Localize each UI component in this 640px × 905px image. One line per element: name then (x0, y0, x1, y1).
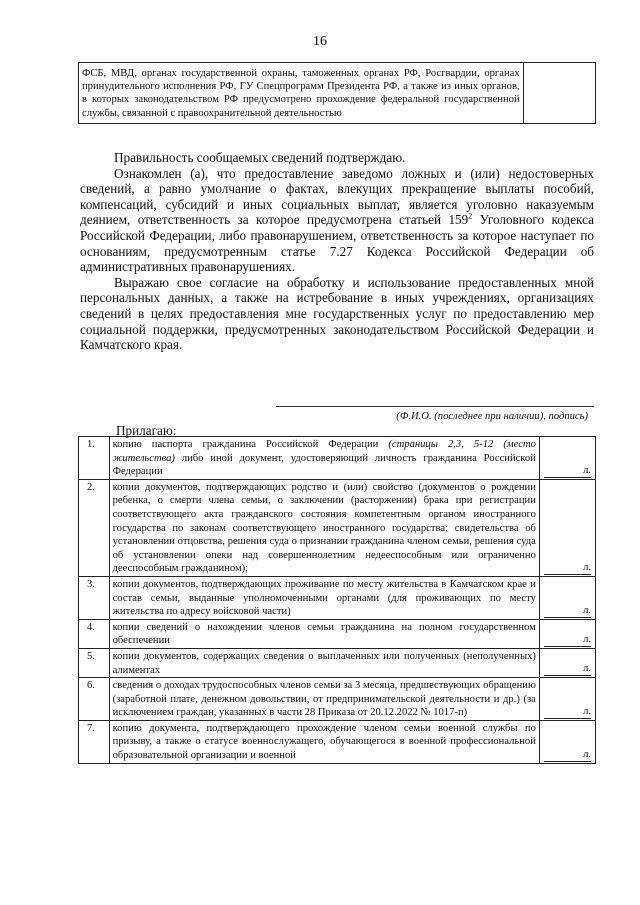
attachments-table (78, 436, 596, 764)
attachment-description: копии сведений о нахождении членов семьи гражданина на полном государственном обеспечении (109, 619, 539, 648)
sheet-count-field: л. (544, 706, 591, 719)
sheet-count-field: л. (544, 663, 591, 676)
sheet-count-cell (539, 479, 595, 576)
table-row (79, 576, 596, 619)
sheet-count-field: л. (544, 465, 591, 478)
attachment-number: 6. (79, 678, 110, 721)
attachment-number: 3. (79, 576, 110, 619)
table-row (79, 678, 596, 721)
top-table (78, 62, 596, 124)
confirmation-paragraph: Правильность сообщаемых сведений подтверждаю. (114, 150, 406, 165)
sheet-count-field: л. (544, 634, 591, 647)
sheet-count-cell (539, 437, 595, 480)
sheet-count-field: л. (544, 562, 591, 575)
attachment-number: 7. (79, 720, 110, 763)
liability-text-a: Ознакомлен (а), что предоставление заведомо ложных и (или) недостоверных сведений, а равно умолчание о фактах, влекущих прекращение выплаты пособий, компенсаций, субсидий и иных социальных выплат, является уголовно наказуемым деянием, ответственность за которое предусмотрена статьей 159 (80, 165, 594, 228)
attachment-description (109, 437, 539, 480)
signature-caption: (Ф.И.О. (последнее при наличии), подпись) (396, 411, 588, 422)
table-row (79, 720, 596, 763)
attachment-number: 5. (79, 648, 110, 677)
attachments-title: Прилагаю: (116, 423, 177, 438)
attachment-description: копию документа, подтверждающего прохождение членом семьи военной службы по призыву, а также о статусе военнослужащего, обучающегося в военной профессиональной образовательной организации и военной (109, 720, 539, 763)
sheet-count-field: л. (544, 605, 591, 618)
attachment-number: 1. (79, 437, 110, 480)
page-number: 16 (313, 34, 327, 49)
consent-paragraph: Выражаю свое согласие на обработку и использование предоставленных мной персональных данных, а также на истребование в иных учреждениях, организациях сведений в целях предоставления мне государственных услуг по предоставлению мер социальной поддержки, предусмотренных законодательством Российской Федерации и Камчатского края. (80, 274, 594, 353)
sheet-count-cell (539, 720, 595, 763)
table-row (79, 648, 596, 677)
attachment-text-b: либо иной документ, удостоверяющий личность гражданина Российской Федерации (112, 452, 536, 478)
attachment-description: копии документов, подтверждающих проживание по месту жительства в Камчатском крае и состав семьи, выданные уполномоченными органами (для проживающих по месту жительства по адресу войсковой части) (109, 576, 539, 619)
sheet-count-cell (539, 619, 595, 648)
attachment-text-italic: (страницы 2,3, 5-12 (место жительства) (112, 439, 536, 464)
top-table-text: ФСБ, МВД, органах государственной охраны, таможенных органах РФ, Росгвардии, органах принудительного исполнения РФ, ГУ Спецпрограмм Президента РФ, а также из иных органов, в которых законодательством РФ предусмотрено прохождение федеральной государственной службы, связанной с правоохранительной деятельностью (79, 63, 524, 124)
attachment-text-a: копию паспорта гражданина Российской Федерации (112, 439, 389, 450)
liability-text-b: Уголовного кодекса Российской Федерации, либо правонарушением, ответственность за которое наступает по основаниям, предусмотренным статье 7.27 Кодекса Российской Федерации об административных правонарушениях. (80, 212, 594, 275)
liability-paragraph (80, 166, 594, 275)
table-row (79, 479, 596, 576)
attachment-description: сведения о доходах трудоспособных членов семьи за 3 месяца, предшествующих обращению (заработной плате, денежном довольствии, от предпринимательской деятельности и др.) (за исключением граждан, указанных в части 28 Приказа от 20.12.2022 № 1017-п) (109, 678, 539, 721)
table-row (79, 437, 596, 480)
top-table-empty-cell (523, 63, 595, 124)
table-row (79, 619, 596, 648)
article-superscript: 2 (468, 211, 473, 221)
attachment-number: 2. (79, 479, 110, 576)
sheet-count-cell (539, 576, 595, 619)
attachment-number: 4. (79, 619, 110, 648)
attachment-description: копии документов, содержащих сведения о выплаченных или полученных (неполученных) алиментах (109, 648, 539, 677)
sheet-count-cell (539, 678, 595, 721)
declaration-text (80, 150, 594, 353)
signature-line (276, 406, 594, 407)
table-row (79, 63, 596, 124)
sheet-count-field: л. (544, 749, 591, 762)
sheet-count-cell (539, 648, 595, 677)
attachment-description: копии документов, подтверждающих родство и (или) свойство (документов о рождении ребенка, о смерти члена семьи, о заключении (расторжении) брака при регистрации соответствующего акта гражданского состояния компетентным органом иностранного государства по законам соответствующего иностранного государства; свидетельства об установлении отцовства, решения суда о признании гражданина членом семьи, решения суда об установлении опеки над совершеннолетним недееспособным или ограниченно дееспособным гражданином); (109, 479, 539, 576)
